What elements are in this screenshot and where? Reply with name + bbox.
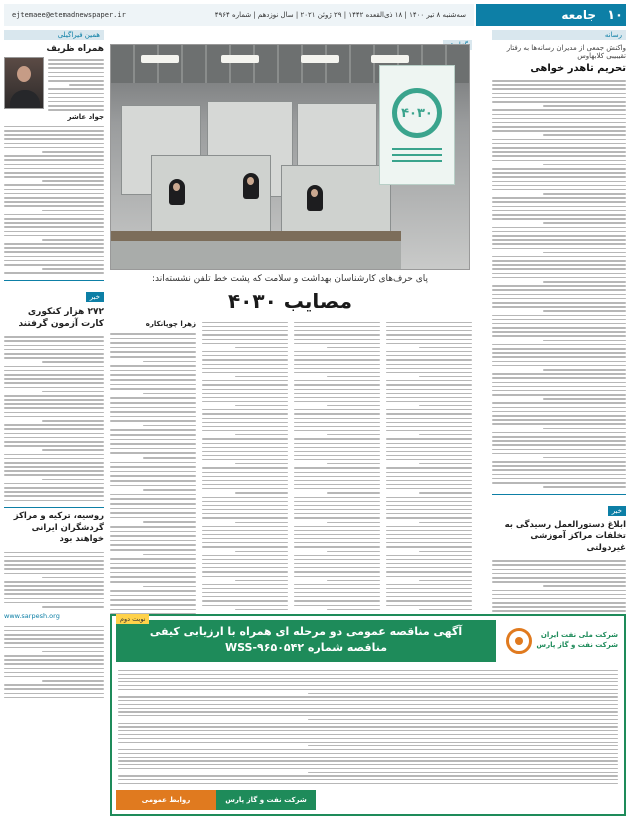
feature-photo <box>110 44 470 270</box>
left-section-label: همین فیراگیلی <box>4 30 104 40</box>
right-news-label: خبر <box>608 506 626 516</box>
body-column-4-text <box>110 331 196 642</box>
ad-header <box>116 620 496 662</box>
page-header <box>4 4 626 26</box>
left-article-body <box>4 124 104 274</box>
author-box <box>4 57 104 111</box>
left-news-title-2: روسیه، ترکیه و مراکز گردشگران ایرانی خواهند بود <box>13 511 104 545</box>
tender-advertisement <box>110 614 626 816</box>
header-info <box>4 4 474 26</box>
ad-foot-left: روابط عمومی <box>116 790 216 810</box>
left-news-body-2 <box>4 550 104 608</box>
feature-headline: مصایب ۴۰۳۰ <box>227 289 353 313</box>
body-column-2 <box>294 320 380 610</box>
ad-company-logo <box>498 620 618 662</box>
left-website[interactable]: www.sarpesh.org <box>4 611 60 620</box>
body-column-3 <box>202 320 288 610</box>
feature-subtitle: پای حرف‌های کارشناسان بهداشت و سلامت که پشت خط تلفن نشسته‌اند: <box>151 274 429 284</box>
left-news-body-3 <box>4 624 104 699</box>
header-email[interactable]: ejtemaee@etemadnewspaper.ir <box>12 11 126 19</box>
body-column-1 <box>386 320 472 610</box>
right-section-label: رسانه <box>492 30 626 40</box>
feature-byline: زهرا چوپانکاره <box>145 320 196 328</box>
right-news-box <box>492 494 626 621</box>
left-news-body <box>4 334 104 501</box>
left-column <box>4 30 104 816</box>
flame-logo-icon <box>506 628 532 654</box>
left-news-box-2 <box>4 507 104 698</box>
left-author-intro <box>48 57 104 111</box>
ad-body-text <box>118 668 618 784</box>
body-column-4 <box>110 320 196 610</box>
right-news-title: ابلاغ دستورالعمل رسیدگی به تخلفات مراکز آموزشی غیردولتی <box>504 519 626 553</box>
ad-footer <box>116 790 316 810</box>
ad-badge: نوبت دوم <box>116 614 149 624</box>
left-news-box <box>4 280 104 501</box>
photo-banner <box>379 65 455 185</box>
ad-company-name: شرکت ملی نفت ایران شرکت نفت و گاز پارس <box>536 631 618 649</box>
left-news-label: خبر <box>86 292 104 302</box>
right-news-body <box>492 558 626 620</box>
left-author-title: همراه ظریف <box>46 44 104 54</box>
header-section: جامعه <box>474 4 604 26</box>
right-article-body <box>492 78 626 488</box>
page-number: ۱۰ <box>604 4 626 26</box>
left-author-name: جواد عاشر <box>67 112 104 121</box>
ad-title-1: آگهی مناقصه عمومی دو مرحله ای همراه با ارزیابی کیفی <box>149 625 463 638</box>
photo-banner-number: ۴۰۳۰ <box>392 88 442 138</box>
header-date: سه‌شنبه ۸ تیر ۱۴۰۰ | ۱۸ ذی‌القعده ۱۴۴۲ | ۲۹ ژوئن ۲۰۲۱ | سال نوزدهم | شماره ۴۹۶۴ <box>214 11 466 19</box>
ad-title-2: مناقصه شماره ۹۶۵۰۵۴۲-WSS <box>224 641 387 654</box>
author-photo <box>4 57 44 109</box>
feature-body <box>110 320 472 610</box>
left-news-title: ۲۷۲ هزار کنکوری کارت آزمون گرفتند <box>18 307 104 330</box>
ad-foot-right: شرکت نفت و گاز پارس <box>216 790 316 810</box>
right-kicker: واکنش جمعی از مدیران رسانه‌ها به رفتار تقیبیبی کلابهاوس <box>506 44 626 60</box>
right-title: تحریم تا‌هدر خواهی <box>530 63 626 74</box>
